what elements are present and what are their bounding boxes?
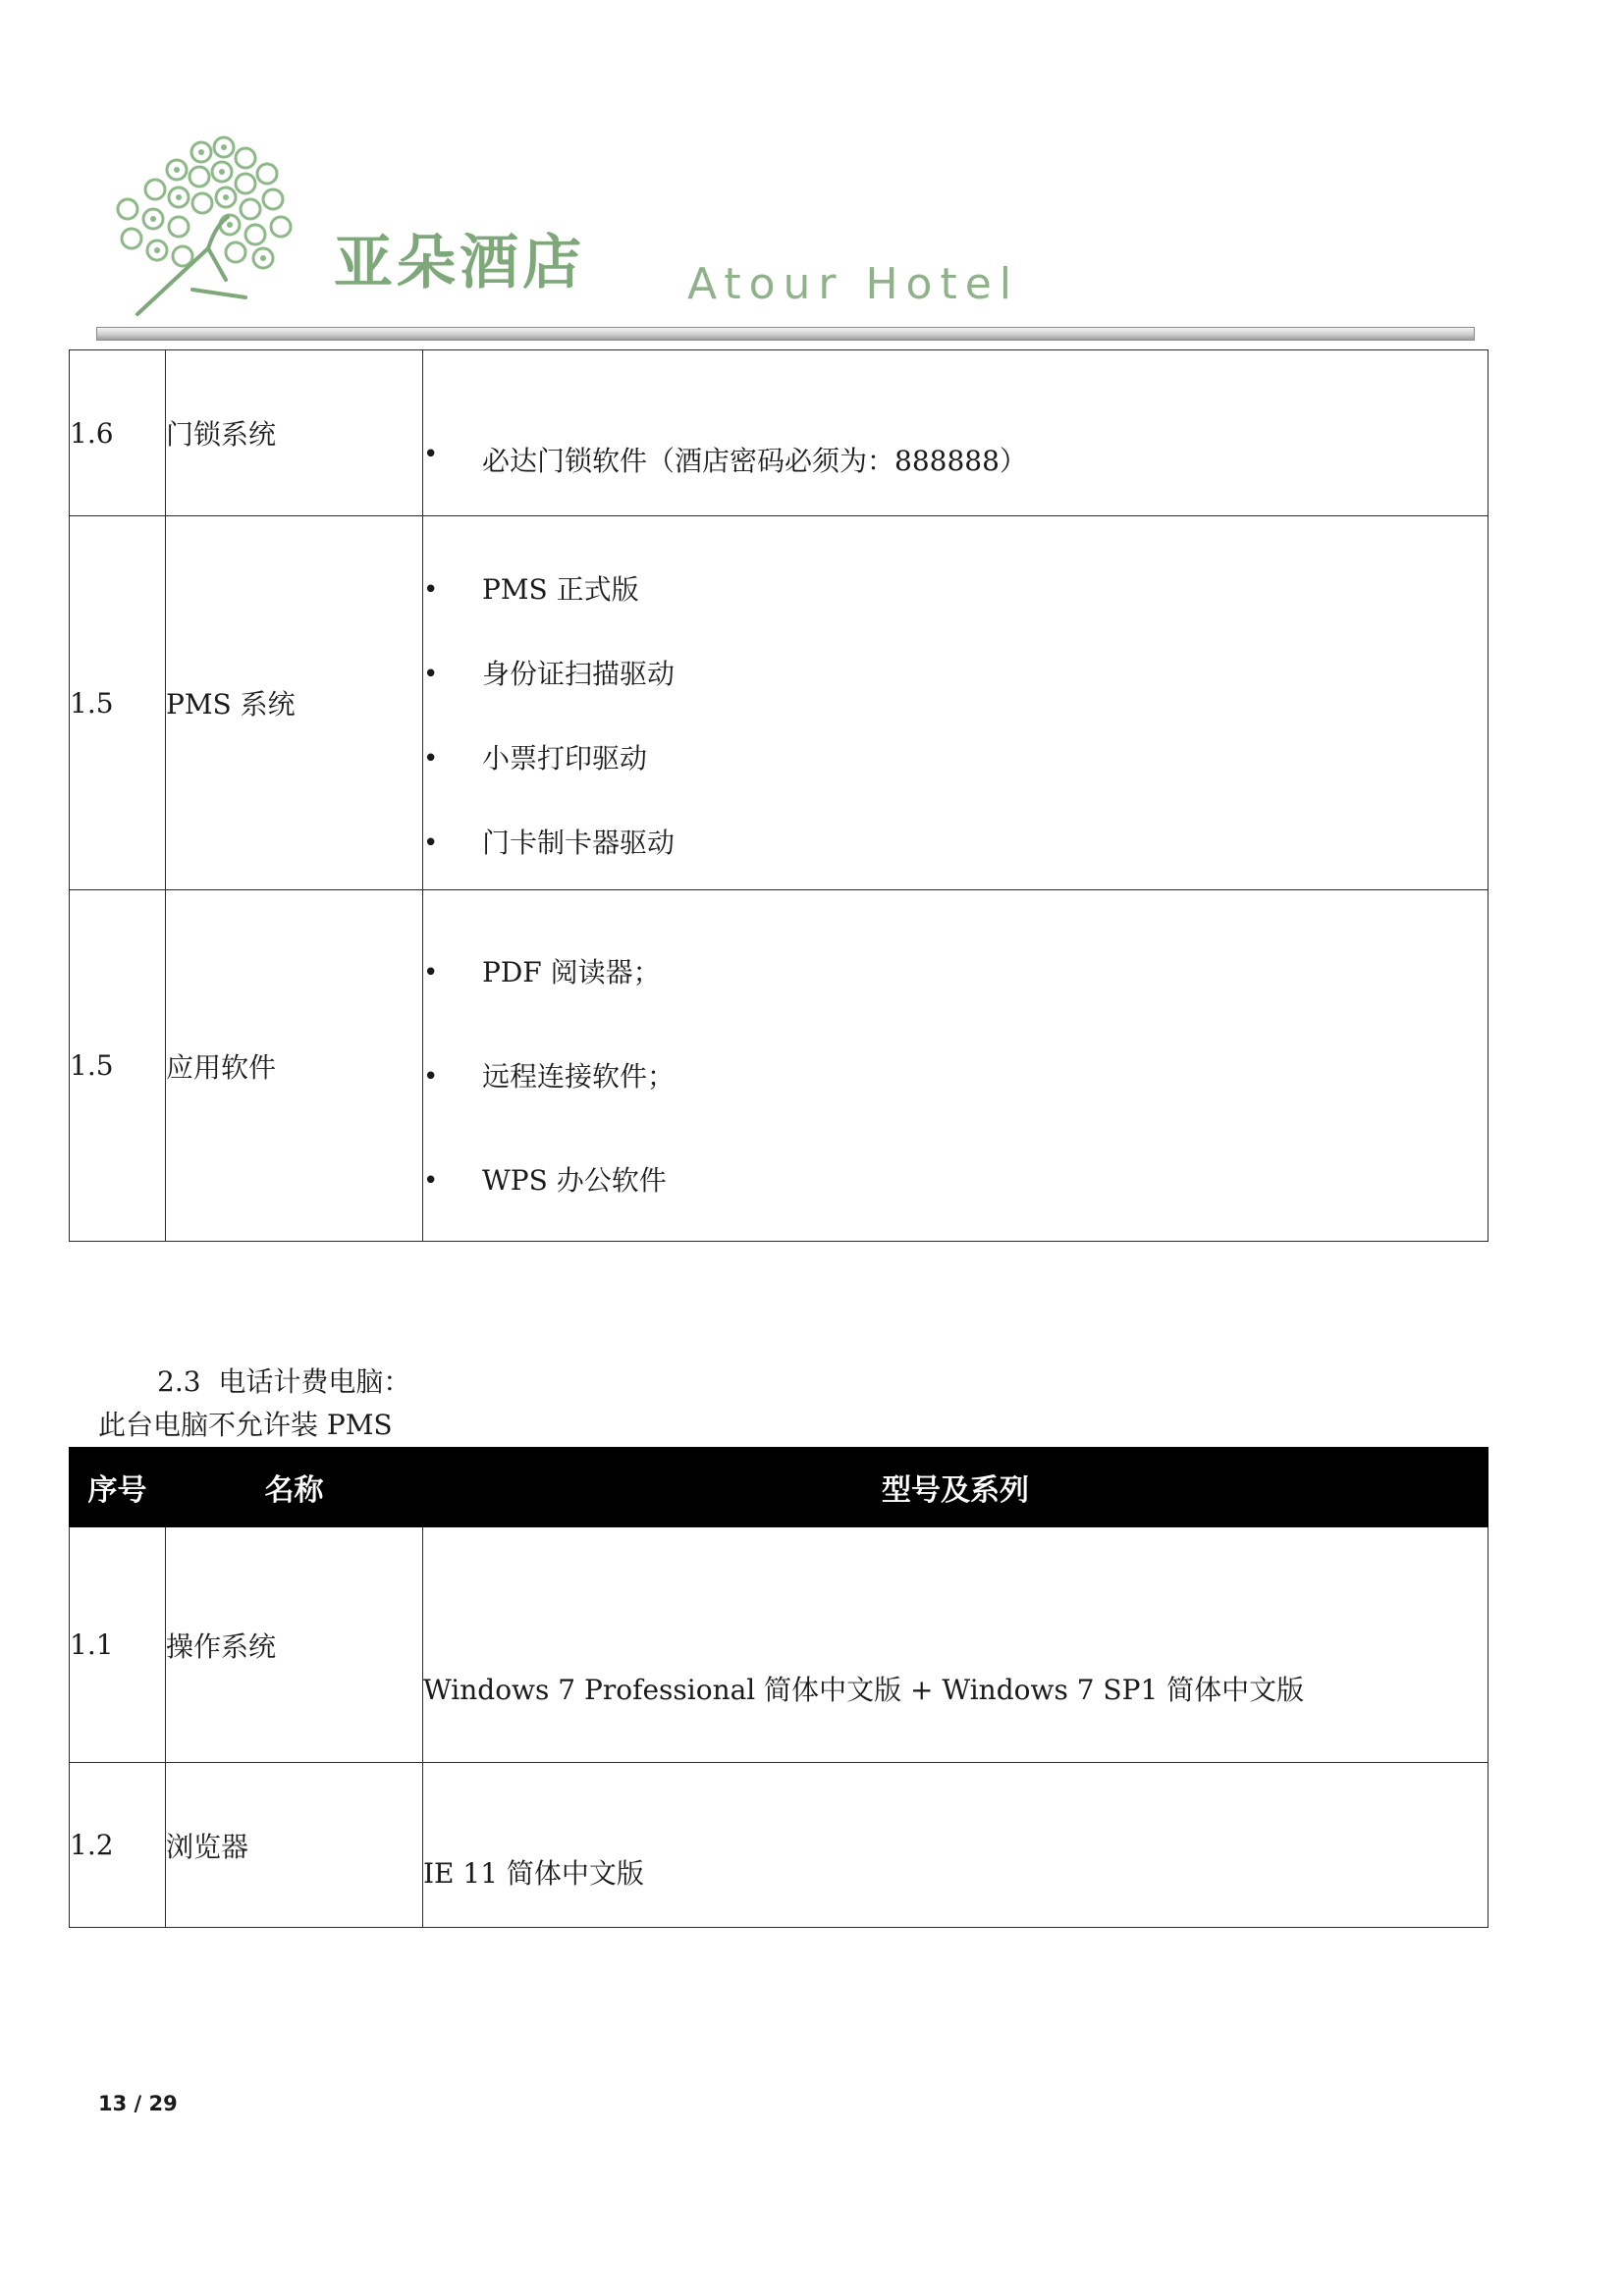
row-number: 1.1 bbox=[70, 1527, 166, 1763]
row-items bbox=[423, 350, 1489, 516]
section-note: 此台电脑不允许装 PMS bbox=[98, 1409, 393, 1441]
column-header-name: 名称 bbox=[166, 1448, 423, 1527]
column-header-model: 型号及系列 bbox=[423, 1448, 1489, 1527]
list-item: • 身份证扫描驱动 bbox=[423, 632, 1488, 717]
row-name: PMS 系统 bbox=[166, 516, 423, 890]
row-number: 1.6 bbox=[70, 350, 166, 516]
row-number: 1.5 bbox=[70, 890, 166, 1242]
column-header-number: 序号 bbox=[70, 1448, 166, 1527]
row-model: Windows 7 Professional 简体中文版 + Windows 7 SP1 简体中文版 bbox=[423, 1527, 1489, 1763]
list-item: • PMS 正式版 bbox=[423, 548, 1488, 632]
table-row bbox=[70, 350, 1489, 516]
list-item: • PDF 阅读器； bbox=[423, 921, 1488, 1025]
section-heading: 2.3 电话计费电脑： bbox=[157, 1365, 411, 1398]
table-header-row bbox=[70, 1448, 1489, 1527]
row-name: 浏览器 bbox=[166, 1763, 423, 1928]
brand-name-english: Atour Hotel bbox=[687, 259, 1020, 309]
list-item: • 必达门锁软件（酒店密码必须为：888888） bbox=[423, 440, 1488, 479]
row-number: 1.5 bbox=[70, 516, 166, 890]
list-item: • 小票打印驱动 bbox=[423, 717, 1488, 801]
row-name: 操作系统 bbox=[166, 1527, 423, 1763]
software-table bbox=[69, 349, 1489, 1242]
row-name: 应用软件 bbox=[166, 890, 423, 1242]
table-row bbox=[70, 1763, 1489, 1928]
list-item: • 门卡制卡器驱动 bbox=[423, 801, 1488, 885]
brand-name-chinese: 亚朵酒店 bbox=[334, 229, 585, 297]
row-name: 门锁系统 bbox=[166, 350, 423, 516]
phone-billing-pc-table bbox=[69, 1447, 1489, 1928]
header-divider bbox=[96, 327, 1475, 341]
table-row bbox=[70, 1527, 1489, 1763]
row-number: 1.2 bbox=[70, 1763, 166, 1928]
page-number: 13 / 29 bbox=[98, 2092, 178, 2115]
row-items bbox=[423, 890, 1489, 1242]
row-items bbox=[423, 516, 1489, 890]
swirl-tree-logo-icon bbox=[98, 133, 314, 319]
list-item: • WPS 办公软件 bbox=[423, 1129, 1488, 1233]
list-item: • 远程连接软件； bbox=[423, 1025, 1488, 1129]
table-row bbox=[70, 890, 1489, 1242]
row-model: IE 11 简体中文版 bbox=[423, 1763, 1489, 1928]
table-row bbox=[70, 516, 1489, 890]
